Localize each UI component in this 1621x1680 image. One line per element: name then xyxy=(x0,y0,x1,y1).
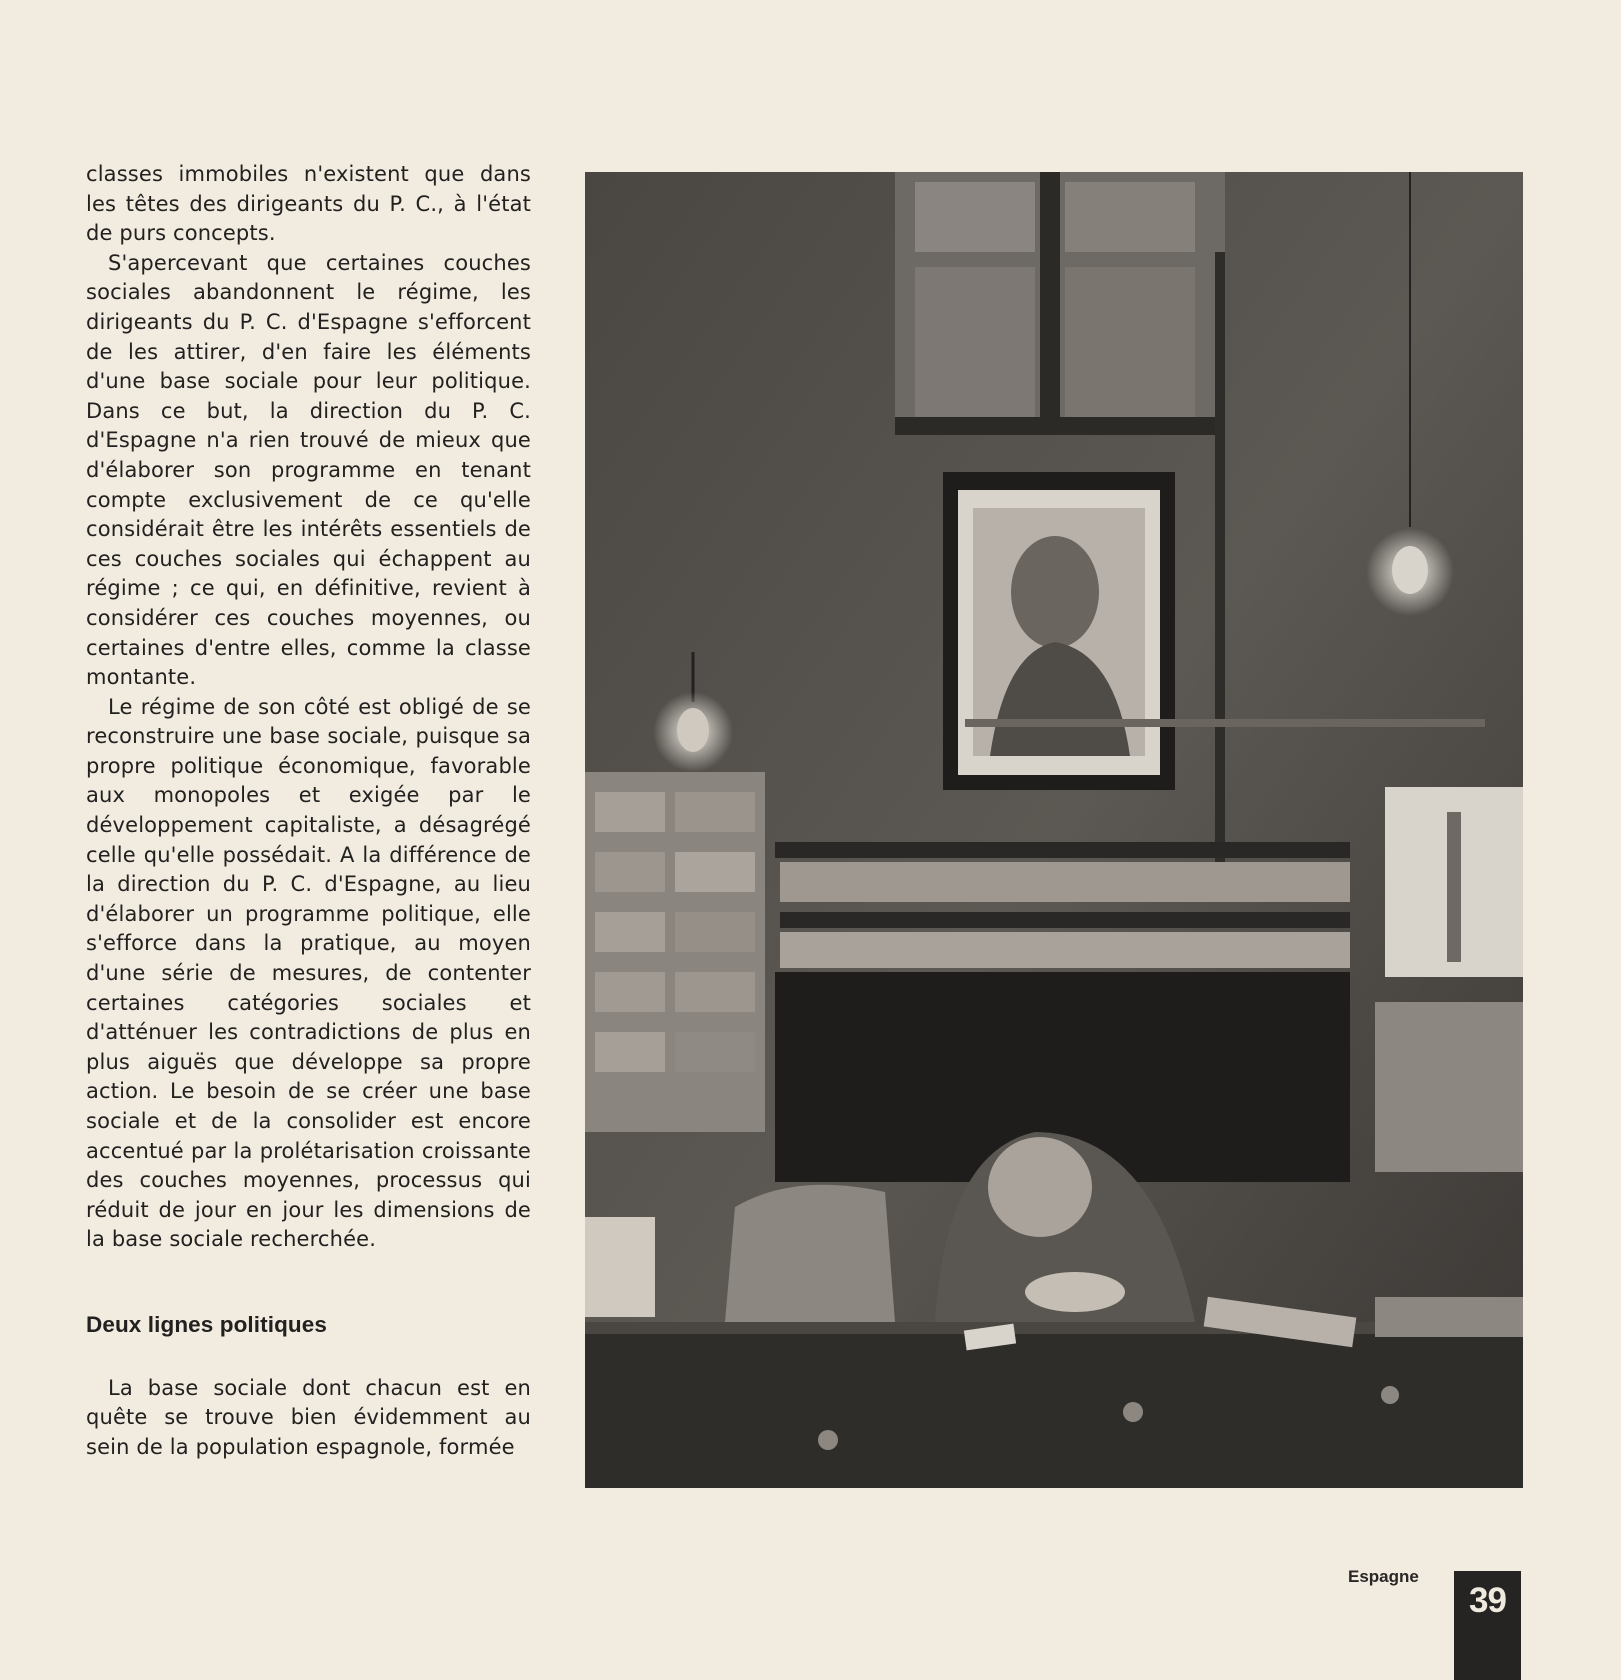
page-number-box xyxy=(1454,1571,1521,1680)
footer-section-label: Espagne xyxy=(1348,1567,1419,1586)
counter-board xyxy=(1375,1297,1523,1337)
article-paragraph-3: Le régime de son côté est obligé de se reconstruire une base sociale, puisque sa propre politique économique, favorable aux monopoles et exigée par le développement capitaliste, a désagrégé celle qu'elle possédait. A la différence de la direction du P. C. d'Espagne, au lieu d'élaborer un programme politique, elle s'efforce dans la pratique, au moyen d'une série de mesures, de contenter certaines catégories sociales et d'atténuer les contradictions de plus en plus aiguës que développe sa propre action. Le besoin de se créer une base sociale et de la consolider est encore accentué par la prolétarisation croissante des couches moyennes, processus qui réduit de jour en jour les dimensions de la base sociale recherchée. xyxy=(86,694,531,1252)
pipe xyxy=(1215,252,1225,872)
page-number: 39 xyxy=(1469,1581,1506,1620)
rail xyxy=(965,719,1485,727)
window xyxy=(895,172,1225,435)
article-text-column xyxy=(86,160,531,1462)
wrapped-package xyxy=(725,1185,895,1322)
framed-portrait xyxy=(943,472,1175,790)
newspaper xyxy=(585,1217,655,1317)
photograph-shop-interior xyxy=(585,172,1523,1488)
section-paragraph-1: La base sociale dont chacun est en quête se trouve bien évidemment au sein de la population espagnole, formée xyxy=(86,1375,531,1459)
article-paragraph-2: S'apercevant que certaines couches sociales abandonnent le régime, les dirigeants du P. C. d'Espagne s'efforcent de les attirer, d'en faire les éléments d'une base sociale pour leur politique. Dans ce but, la direction du P. C. d'Espagne n'a rien trouvé de mieux que d'élaborer son programme en tenant compte exclusivement de ce qu'elle considérait être les intérêts essentiels de ces couches sociales qui échappent au régime ; ce qui, en définitive, revient à considérer ces couches moyennes, ou certaines d'entre elles, comme la classe montante. xyxy=(86,250,531,690)
article-paragraph-1: classes immobiles n'existent que dans les têtes des dirigeants du P. C., à l'état de purs concepts. xyxy=(86,162,531,246)
photo-illustration xyxy=(585,172,1523,1488)
section-heading: Deux lignes politiques xyxy=(86,1311,327,1337)
postcard-rack-left xyxy=(585,772,765,1132)
counter xyxy=(585,1322,1523,1488)
